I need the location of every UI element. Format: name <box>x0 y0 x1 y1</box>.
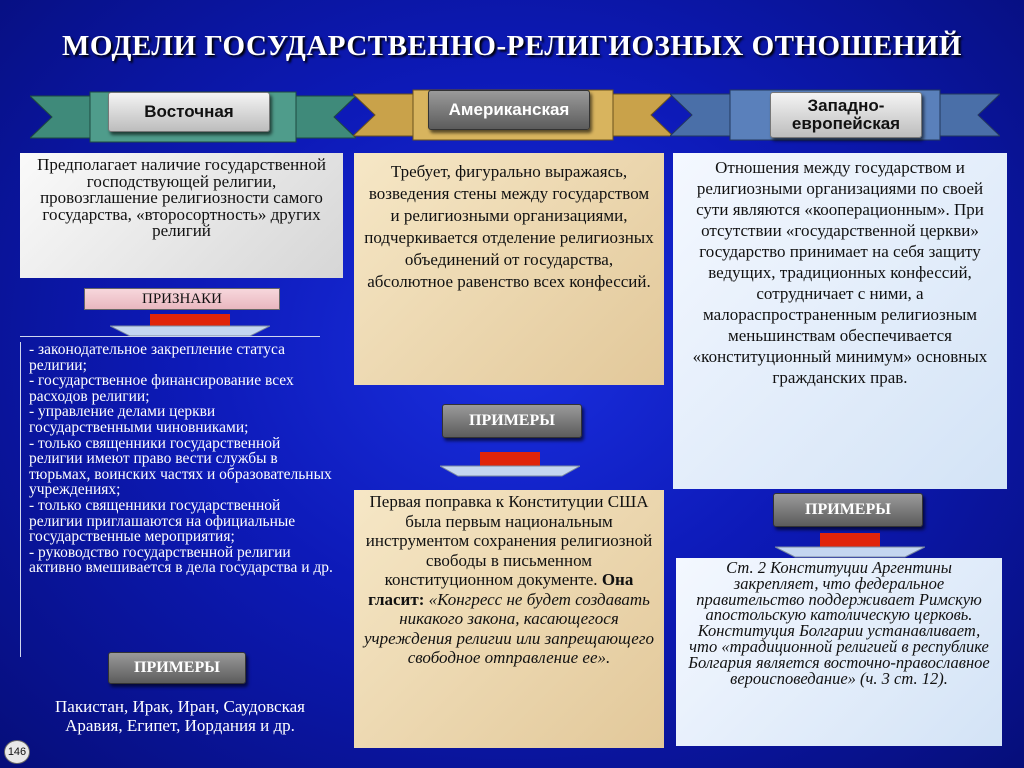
western-examples-label <box>773 493 923 527</box>
sign-item: - только священники государственной религии имеют право вести службы в тюрьмах, воинских частях и образовательных учреждениях; <box>29 434 332 499</box>
american-example-text: Первая поправка к Конституции США была первым национальным инструментом сохранения религиозной свободы в письменном конституционном документе. <box>365 492 653 589</box>
tab-western[interactable] <box>770 92 922 138</box>
western-examples-label-text: ПРИМЕРЫ <box>805 501 891 518</box>
eastern-examples-text: Пакистан, Ирак, Иран, Саудовская Аравия, Египет, Иордания и др. <box>55 697 305 735</box>
page-number: 146 <box>4 740 30 764</box>
sign-item: - только священники государственной религии приглашаются на официальные государственные мероприятия; <box>29 496 296 546</box>
signs-label <box>84 288 280 310</box>
tab-american-label: Американская <box>448 100 570 119</box>
arrow-down-icon <box>110 314 270 338</box>
tab-eastern[interactable] <box>108 92 270 132</box>
signs-label-text: ПРИЗНАКИ <box>141 291 223 307</box>
eastern-examples-label-text: ПРИМЕРЫ <box>134 659 220 676</box>
american-description-text: Требует, фигурально выражаясь, возведения стены между государством и религиозными организациями, подчеркивается отделение религиозных объединений от государства, абсолютное равенство всех конфессий. <box>364 162 654 291</box>
tab-eastern-label: Восточная <box>144 102 234 121</box>
sign-item: - законодательное закрепление статуса религии; <box>29 341 285 374</box>
arrow-down-icon <box>775 533 925 559</box>
western-description <box>673 153 1007 489</box>
american-description <box>354 153 664 385</box>
western-example <box>676 558 1002 746</box>
american-example-bold: Она гласит: <box>368 570 634 609</box>
western-description-text: Отношения между государством и религиозными организациями по своей сути являются «кооперационным». При отсутствии «государственной церкви» государство принимает на себя защиту ведущих, традиционных конфессий, сотрудничает с ними, а малораспространенным религиозным меньшинствам обеспечивается «конституционный минимум» основных гражданских прав. <box>692 158 988 387</box>
eastern-description <box>20 153 343 278</box>
eastern-examples <box>50 697 310 757</box>
american-examples-label-text: ПРИМЕРЫ <box>469 412 555 429</box>
american-example <box>354 490 664 748</box>
tab-american[interactable] <box>428 90 590 130</box>
signs-list <box>20 342 335 657</box>
arrow-down-icon <box>440 452 580 478</box>
page-title: МОДЕЛИ ГОСУДАРСТВЕННО-РЕЛИГИОЗНЫХ ОТНОШЕНИЙ <box>62 30 962 62</box>
sign-item: - государственное финансирование всех расходов религии; <box>29 372 294 405</box>
american-example-quote: «Конгресс не будет создавать никакого закона, касающегося учреждения религии или запрещающего свободное отправление ее». <box>364 589 654 667</box>
american-examples-label <box>442 404 582 438</box>
western-example-text: Ст. 2 Конституции Аргентины закрепляет, что федеральное правительство поддерживает Римскую апостольскую католическую церковь. Конституция Болгарии устанавливает, что «традиционной религией в республике Болгария является восточно-православное вероисповедание» (ч. 3 ст. 12). <box>688 558 990 688</box>
signs-top-line <box>20 336 320 337</box>
eastern-description-text: Предполагает наличие государственной господствующей религии, провозглашение религиозности самого государства, «второсортность» других религий <box>37 155 326 240</box>
sign-item: - руководство государственной религии активно вмешивается в дела государства и др. <box>29 543 333 577</box>
sign-item: - управление делами церкви государственными чиновниками; <box>29 403 249 436</box>
eastern-examples-label <box>108 652 246 684</box>
tab-western-label: Западно-европейская <box>791 96 901 133</box>
